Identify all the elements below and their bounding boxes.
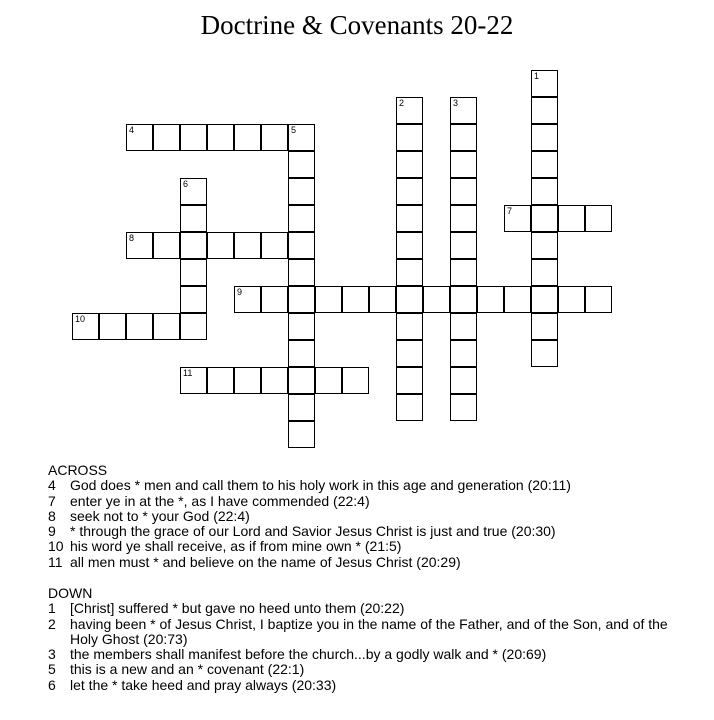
crossword-cell[interactable] (396, 178, 423, 205)
crossword-cell[interactable] (450, 259, 477, 286)
cell-number: 2 (399, 98, 405, 108)
cell-number: 7 (507, 206, 513, 216)
crossword-cell[interactable] (315, 286, 342, 313)
crossword-cell[interactable] (153, 232, 180, 259)
crossword-cell[interactable] (342, 367, 369, 394)
crossword-cell[interactable] (531, 313, 558, 340)
page-title: Doctrine & Covenants 20-22 (200, 10, 514, 40)
crossword-cell[interactable] (234, 367, 261, 394)
crossword-cell[interactable] (450, 367, 477, 394)
crossword-cell[interactable] (396, 97, 423, 124)
crossword-cell[interactable] (207, 232, 234, 259)
crossword-cell[interactable] (288, 259, 315, 286)
clue-down-6 (48, 678, 668, 693)
crossword-cell[interactable] (450, 286, 477, 313)
down-heading: DOWN (48, 585, 93, 601)
crossword-cell[interactable] (207, 124, 234, 151)
crossword-cell[interactable] (396, 286, 423, 313)
crossword-cell[interactable] (72, 313, 99, 340)
crossword-cell[interactable] (180, 232, 207, 259)
crossword-cell[interactable] (288, 286, 315, 313)
crossword-cell[interactable] (450, 151, 477, 178)
clue-text: enter ye in at the *, as I have commended (22:4) (70, 492, 370, 509)
crossword-cell[interactable] (558, 205, 585, 232)
crossword-cell[interactable] (288, 421, 315, 448)
crossword-cell[interactable] (396, 367, 423, 394)
clue-number: 5 (48, 661, 56, 678)
clue-across-4 (48, 478, 668, 493)
crossword-cell[interactable] (396, 340, 423, 367)
crossword-cell[interactable] (180, 178, 207, 205)
clue-number: 11 (48, 553, 63, 570)
clue-number: 1 (48, 600, 56, 617)
crossword-cell[interactable] (504, 205, 531, 232)
crossword-cell[interactable] (531, 286, 558, 313)
clue-number: 8 (48, 507, 56, 524)
crossword-cell[interactable] (450, 232, 477, 259)
crossword-cell[interactable] (396, 313, 423, 340)
crossword-cell[interactable] (180, 286, 207, 313)
clue-across-8 (48, 509, 668, 524)
crossword-cell[interactable] (558, 286, 585, 313)
crossword-cell[interactable] (261, 124, 288, 151)
clue-number: 10 (48, 538, 64, 555)
crossword-cell[interactable] (396, 205, 423, 232)
across-clues (48, 463, 668, 570)
clue-text: let the * take heed and pray always (20:33) (70, 676, 337, 693)
crossword-cell[interactable] (396, 151, 423, 178)
crossword-cell[interactable] (450, 178, 477, 205)
cell-number: 4 (129, 125, 135, 135)
crossword-cell[interactable] (531, 124, 558, 151)
clue-text: the members shall manifest before the church...by a godly walk and * (20:69) (70, 646, 547, 663)
crossword-cell[interactable] (180, 124, 207, 151)
clue-number: 3 (48, 646, 56, 663)
across-heading: ACROSS (48, 462, 108, 478)
clue-text: all men must * and believe on the name of Jesus Christ (20:29) (70, 553, 461, 570)
clue-text: * through the grace of our Lord and Savior Jesus Christ is just and true (20:30) (70, 523, 556, 540)
crossword-cell[interactable] (450, 97, 477, 124)
crossword-cell[interactable] (288, 313, 315, 340)
crossword-cell[interactable] (126, 313, 153, 340)
crossword-cell[interactable] (369, 286, 396, 313)
crossword-cell[interactable] (261, 286, 288, 313)
clue-number: 4 (48, 477, 56, 494)
crossword-cell[interactable] (126, 232, 153, 259)
crossword-cell[interactable] (288, 205, 315, 232)
crossword-cell[interactable] (234, 232, 261, 259)
clue-text: this is a new and an * covenant (22:1) (70, 661, 305, 678)
clue-down-5 (48, 662, 668, 677)
crossword-cell[interactable] (180, 367, 207, 394)
cell-number: 10 (75, 314, 86, 324)
crossword-cell[interactable] (315, 367, 342, 394)
crossword-cell[interactable] (396, 259, 423, 286)
crossword-cell[interactable] (342, 286, 369, 313)
crossword-cell[interactable] (288, 367, 315, 394)
clue-across-10 (48, 539, 668, 554)
crossword-cell[interactable] (450, 205, 477, 232)
cell-number: 8 (129, 233, 135, 243)
crossword-cell[interactable] (234, 286, 261, 313)
crossword-cell[interactable] (396, 124, 423, 151)
clue-text: his word ye shall receive, as if from mine own * (21:5) (70, 538, 402, 555)
crossword-cell[interactable] (531, 178, 558, 205)
crossword-cell[interactable] (450, 394, 477, 421)
crossword-cell[interactable] (180, 259, 207, 286)
clue-number: 6 (48, 676, 56, 693)
crossword-cell[interactable] (396, 232, 423, 259)
crossword-cell[interactable] (180, 313, 207, 340)
crossword-cell[interactable] (585, 205, 612, 232)
clue-across-11 (48, 555, 668, 570)
crossword-cell[interactable] (288, 178, 315, 205)
down-clues (48, 586, 668, 693)
clue-text: God does * men and call them to his holy work in this age and generation (20:11) (70, 477, 571, 494)
crossword-cell[interactable] (288, 151, 315, 178)
crossword-cell[interactable] (531, 259, 558, 286)
crossword-cell[interactable] (153, 313, 180, 340)
cell-number: 11 (183, 368, 193, 378)
clue-number: 9 (48, 523, 56, 540)
clue-across-9 (48, 524, 668, 539)
crossword-cell[interactable] (423, 286, 450, 313)
crossword-cell[interactable] (288, 340, 315, 367)
cell-number: 1 (534, 71, 540, 81)
cell-number: 3 (453, 98, 459, 108)
clue-across-7 (48, 494, 668, 509)
cell-number: 9 (237, 287, 243, 297)
clue-down-2 (48, 617, 668, 648)
clue-number: 2 (48, 615, 56, 632)
crossword-cell[interactable] (504, 286, 531, 313)
clue-down-3 (48, 647, 668, 662)
crossword-cell[interactable] (531, 340, 558, 367)
clue-text: seek not to * your God (22:4) (70, 507, 250, 524)
clue-number: 7 (48, 492, 56, 509)
crossword-cell[interactable] (531, 97, 558, 124)
crossword-cell[interactable] (450, 313, 477, 340)
clue-text: having been * of Jesus Christ, I baptize you in the name of the Father, and of the Son, and of the Holy Ghost (20:73) (70, 615, 668, 647)
crossword-cell[interactable] (531, 70, 558, 97)
crossword-cell[interactable] (99, 313, 126, 340)
crossword-cell[interactable] (477, 286, 504, 313)
crossword-cell[interactable] (531, 151, 558, 178)
crossword-cell[interactable] (261, 232, 288, 259)
crossword-cell[interactable] (207, 367, 234, 394)
crossword-cell[interactable] (261, 367, 288, 394)
crossword-cell[interactable] (126, 124, 153, 151)
crossword-cell[interactable] (531, 205, 558, 232)
crossword-cell[interactable] (450, 340, 477, 367)
crossword-cell[interactable] (531, 232, 558, 259)
crossword-cell[interactable] (288, 232, 315, 259)
clue-down-1 (48, 601, 668, 616)
cell-number: 6 (183, 179, 189, 189)
crossword-cell[interactable] (180, 205, 207, 232)
clue-text: [Christ] suffered * but gave no heed unto them (20:22) (70, 600, 405, 617)
crossword-cell[interactable] (153, 124, 180, 151)
crossword-cell[interactable] (288, 124, 315, 151)
crossword-cell[interactable] (450, 124, 477, 151)
crossword-cell[interactable] (585, 286, 612, 313)
cell-number: 5 (291, 125, 297, 135)
crossword-cell[interactable] (288, 394, 315, 421)
crossword-cell[interactable] (396, 394, 423, 421)
crossword-cell[interactable] (234, 124, 261, 151)
